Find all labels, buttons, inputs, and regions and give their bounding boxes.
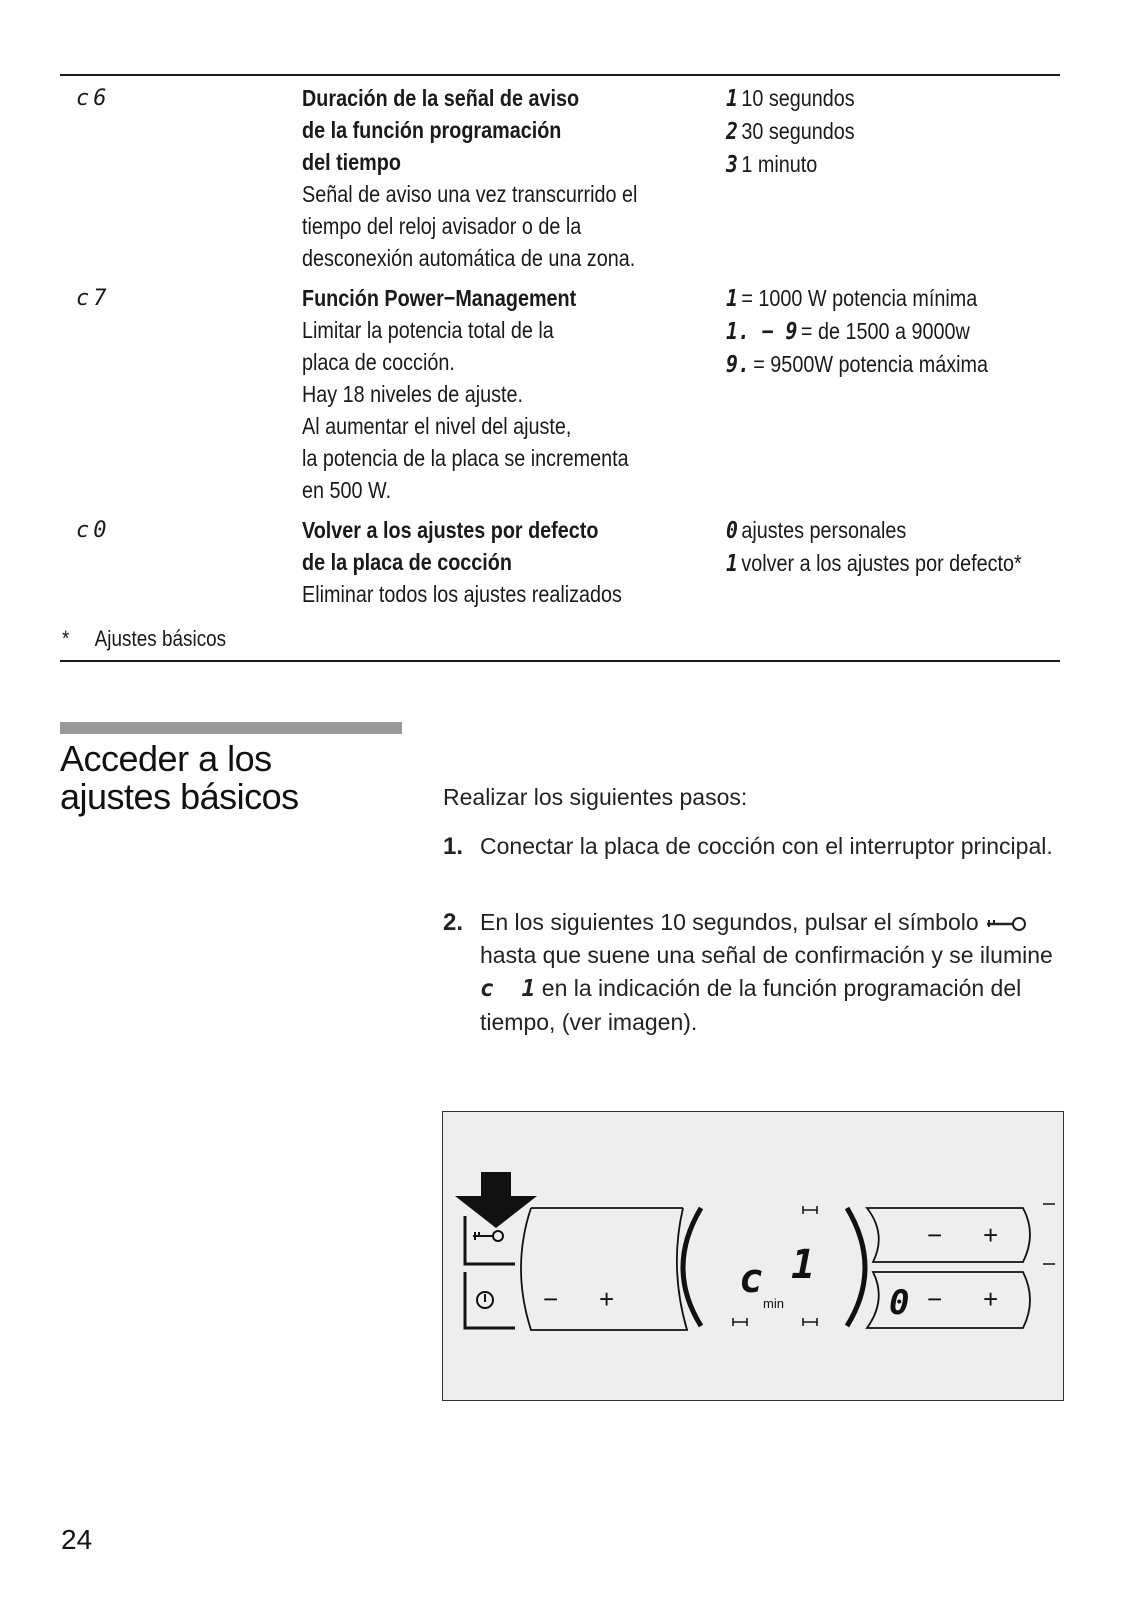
setting-value bbox=[726, 315, 1070, 348]
step-text: Conectar la placa de cocción con el interruptor principal. bbox=[480, 833, 1053, 859]
setting-title-line: de la función programación bbox=[302, 117, 562, 143]
setting-values bbox=[726, 514, 1070, 580]
power-icon[interactable] bbox=[477, 1292, 493, 1308]
value-text: 10 segundos bbox=[741, 85, 855, 111]
value-text: ajustes personales bbox=[741, 517, 907, 543]
setting-title-line: Volver a los ajustes por defecto bbox=[302, 517, 599, 543]
setting-value bbox=[726, 82, 1070, 115]
setting-desc-line: tiempo del reloj avisador o de la bbox=[302, 213, 582, 239]
control-panel-drawing bbox=[443, 1112, 1065, 1402]
setting-desc-line: la potencia de la placa se incrementa bbox=[302, 445, 629, 471]
step-number: 2. bbox=[443, 909, 464, 936]
step-text-part: en la indicación de la función programación del tiempo, (ver imagen). bbox=[480, 975, 1022, 1035]
value-text: 30 segundos bbox=[741, 118, 855, 144]
setting-description bbox=[302, 514, 646, 610]
setting-desc-line: placa de cocción. bbox=[302, 349, 455, 375]
control-panel-figure bbox=[442, 1111, 1064, 1401]
setting-desc-line: Señal de aviso una vez transcurrido el bbox=[302, 181, 638, 207]
step-text-part: En los siguientes 10 segundos, pulsar el símbolo bbox=[480, 909, 979, 935]
section-intro: Realizar los siguientes pasos: bbox=[443, 784, 748, 810]
setting-value bbox=[726, 547, 1070, 580]
setting-value bbox=[726, 348, 1070, 381]
value-symbol: 1 bbox=[726, 551, 738, 577]
setting-code: c0 bbox=[76, 518, 111, 543]
step-text bbox=[480, 906, 1063, 1039]
value-text: = 1000 W potencia mínima bbox=[741, 285, 978, 311]
section-bar bbox=[60, 722, 402, 734]
setting-title-line: Función Power−Management bbox=[302, 285, 577, 311]
step-number: 1. bbox=[443, 833, 464, 860]
table-bottom-rule bbox=[60, 660, 1060, 662]
setting-value bbox=[726, 282, 1070, 315]
minus-label[interactable]: − bbox=[543, 1284, 559, 1314]
timer-display-left: c bbox=[739, 1256, 764, 1302]
setting-values bbox=[726, 82, 1070, 181]
step-text-part: hasta que suene una señal de confirmación y se ilumine bbox=[480, 942, 1053, 968]
zone-display: 0 bbox=[889, 1283, 910, 1323]
setting-code: c6 bbox=[76, 86, 111, 111]
setting-title-line: Duración de la señal de aviso bbox=[302, 85, 580, 111]
setting-desc-line: desconexión automática de una zona. bbox=[302, 245, 636, 271]
setting-value bbox=[726, 148, 1070, 181]
setting-value bbox=[726, 514, 1070, 547]
setting-description bbox=[302, 282, 646, 506]
setting-desc-line: Limitar la potencia total de la bbox=[302, 317, 554, 343]
setting-value bbox=[726, 115, 1070, 148]
setting-description bbox=[302, 82, 646, 274]
minus-label[interactable]: − bbox=[927, 1284, 943, 1314]
minus-label[interactable]: − bbox=[927, 1220, 943, 1250]
section-title-line: ajustes básicos bbox=[60, 776, 299, 817]
page-number: 24 bbox=[61, 1524, 93, 1555]
setting-code: c7 bbox=[76, 286, 111, 311]
timer-display-right: 1 bbox=[791, 1242, 816, 1288]
value-text: volver a los ajustes por defecto* bbox=[741, 550, 1022, 576]
min-label: min bbox=[763, 1296, 784, 1311]
setting-desc-line: Eliminar todos los ajustes realizados bbox=[302, 581, 622, 607]
value-symbol: 0 bbox=[726, 518, 738, 544]
setting-desc-line: Hay 18 niveles de ajuste. bbox=[302, 381, 524, 407]
table-top-rule bbox=[60, 74, 1060, 76]
section-title bbox=[60, 740, 400, 816]
value-symbol: 2 bbox=[726, 119, 738, 145]
arrow-down-icon bbox=[455, 1172, 537, 1228]
step-2 bbox=[443, 906, 1063, 1039]
setting-values bbox=[726, 282, 1070, 381]
setting-title-line: del tiempo bbox=[302, 149, 401, 175]
setting-desc-line: en 500 W. bbox=[302, 477, 392, 503]
setting-title-line: de la placa de cocción bbox=[302, 549, 512, 575]
footnote-mark: * bbox=[62, 626, 70, 651]
value-text: = de 1500 a 9000w bbox=[800, 318, 970, 344]
key-lock-icon[interactable] bbox=[473, 1231, 503, 1241]
footnote-text: Ajustes básicos bbox=[94, 626, 227, 651]
value-symbol: 9. bbox=[726, 352, 750, 378]
value-symbol: 1 bbox=[726, 286, 738, 312]
setting-desc-line: Al aumentar el nivel del ajuste, bbox=[302, 413, 572, 439]
section-title-line: Acceder a los bbox=[60, 738, 272, 779]
value-symbol: 1 bbox=[726, 86, 738, 112]
key-lock-icon bbox=[985, 915, 1027, 933]
display-symbol: c 1 bbox=[480, 976, 536, 1002]
plus-label[interactable]: + bbox=[983, 1220, 999, 1250]
value-text: = 9500W potencia máxima bbox=[753, 351, 989, 377]
value-symbol: 1. − 9 bbox=[726, 319, 798, 345]
plus-label[interactable]: + bbox=[599, 1284, 615, 1314]
value-text: 1 minuto bbox=[741, 151, 818, 177]
value-symbol: 3 bbox=[726, 152, 738, 178]
step-1 bbox=[443, 830, 1063, 863]
plus-label[interactable]: + bbox=[983, 1284, 999, 1314]
footnote bbox=[62, 626, 226, 652]
